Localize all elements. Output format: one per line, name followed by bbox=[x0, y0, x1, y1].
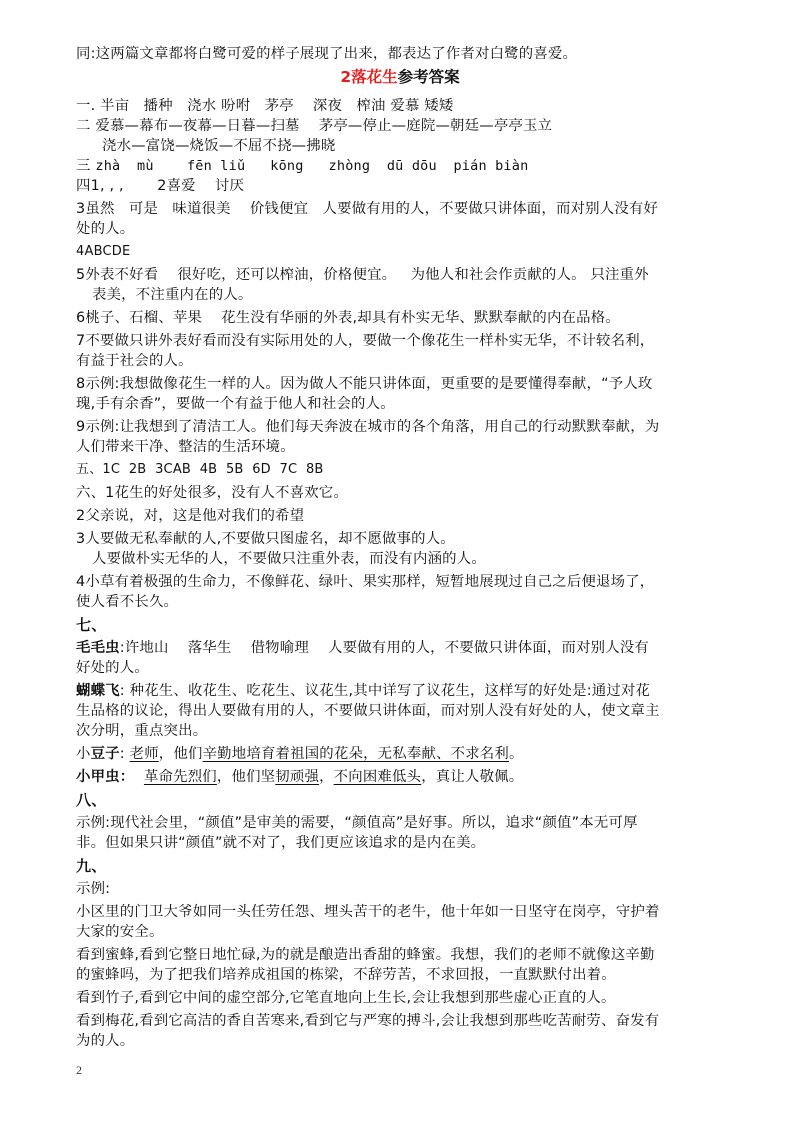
section-4-q1-q2: 四1, , , 2喜爱 讨厌 bbox=[76, 178, 245, 194]
xiaojiachong-line bbox=[76, 767, 724, 787]
xiaojiachong-underline-2: 韧顽强 bbox=[275, 769, 320, 785]
section-4-q7: 7不要做只讲外表好看而没有实际用处的人，要做一个像花生一样朴实无华，不计较名利， bbox=[76, 333, 655, 349]
section-4-q3-cont: 处的人。 bbox=[76, 221, 135, 237]
section-8-answer: 示例:现代社会里，“颜值”是审美的需要，“颜值高”是好事。所以，追求“颜值”本无可厚 bbox=[76, 815, 638, 831]
section-9-heading: 九、 bbox=[76, 857, 107, 875]
xiaojiachong-underline-3: 不向困难低头 bbox=[333, 769, 422, 785]
xiaodouzi-underline-2: 辛勤地培育着祖国的花朵，无私奉献、不求名利 bbox=[202, 746, 509, 762]
section-8-answer-cont: 非。但如果只讲“颜值”就不对了，我们更应该追求的是内在美。 bbox=[76, 835, 486, 851]
xiaodouzi-text-1: ，他们 bbox=[158, 746, 203, 762]
section-4-q3: 3虽然 可是 味道很美 价钱便宜 人要做有用的人，不要做只讲体面，而对别人没有好 bbox=[76, 201, 659, 217]
section-9-para-1: 小区里的门卫大爷如同一头任劳任怨、埋头苦干的老牛，他十年如一日坚守在岗亭，守护着 bbox=[76, 904, 660, 920]
xiaojiachong-underline-1: 革命先烈们 bbox=[143, 769, 217, 785]
section-3 bbox=[76, 156, 724, 176]
section-4-q6: 6桃子、石榴、苹果 花生没有华丽的外表,却具有朴实无华、默默奉献的内在品格。 bbox=[76, 310, 620, 326]
section-4-q4: 4ABCDE bbox=[76, 244, 131, 259]
section-2-line-2: 浇水—富饶—烧饭—不屈不挠—拂晓 bbox=[102, 138, 336, 154]
section-2-line-1: 二 爱慕—幕布—夜幕—日暮—扫墓 茅亭—停止—庭院—朝廷—亭亭玉立 bbox=[76, 118, 553, 134]
section-3-pinyin: zhà mù fēn liǔ kōng zhòng dū dōu pián biàn bbox=[95, 158, 529, 174]
xiaojiachong-label: 小甲虫： bbox=[76, 769, 135, 785]
hudiefei-answer: : 种花生、收花生、吃花生、议花生,其中详写了议花生，这样写的好处是:通过对花 bbox=[119, 683, 651, 699]
section-7 bbox=[76, 615, 724, 787]
section-4-q7-cont: 有益于社会的人。 bbox=[76, 353, 193, 369]
section-5 bbox=[76, 460, 724, 480]
intro-line: 同:这两篇文章都将白鹭可爱的样子展现了出来，都表达了作者对白鹭的喜爱。 bbox=[76, 46, 578, 62]
hudiefei-answer-cont-2: 次分明，重点突出。 bbox=[76, 723, 208, 739]
maomaochong-answer-cont: 好处的人。 bbox=[76, 660, 149, 676]
xiaojiachong-text-3: ，真让人敬佩。 bbox=[421, 769, 524, 785]
xiaodouzi-colon: : bbox=[119, 746, 130, 762]
xiaodouzi-text-2: 。 bbox=[508, 746, 524, 762]
section-4-q5: 5外表不好看 很好吃，还可以榨油，价格便宜。 为他人和社会作贡献的人。 只注重外 bbox=[76, 267, 649, 283]
hudiefei-answer-cont-1: 生品格的议论，得出人要做有用的人，不要做只讲体面，而对别人没有好处的人，使文章主 bbox=[76, 703, 660, 719]
maomaochong-answer: :许地山 落华生 借物喻理 人要做有用的人，不要做只讲体面，而对别人没有 bbox=[119, 640, 650, 656]
section-6-q3-cont: 人要做朴实无华的人，不要做只注重外表，而没有内涵的人。 bbox=[92, 551, 486, 567]
section-4-q5-cont: 表美，不注重内在的人。 bbox=[92, 287, 253, 303]
section-9-example-label: 示例: bbox=[76, 881, 111, 897]
section-9 bbox=[76, 856, 724, 1051]
section-5-answers: 五、1C 2B 3CAB 4B 5B 6D 7C 8B bbox=[76, 462, 324, 477]
answer-title bbox=[76, 66, 724, 88]
title-lesson-name: 落花生 bbox=[351, 68, 398, 86]
section-9-para-2: 看到蜜蜂,看到它整日地忙碌,为的就是酿造出香甜的蜂蜜。我想，我们的老师不就像这辛勤 bbox=[76, 947, 655, 963]
xiaodouzi-underline-1: 老师 bbox=[129, 746, 159, 762]
xiaodouzi-label-bold: 豆子 bbox=[90, 746, 120, 762]
xiaodouzi-line bbox=[76, 744, 724, 764]
section-8-heading: 八、 bbox=[76, 791, 107, 809]
xiaojiachong-text-2: ， bbox=[319, 769, 334, 785]
section-3-label: 三 bbox=[76, 158, 91, 174]
section-9-para-1-cont: 大家的安全。 bbox=[76, 924, 164, 940]
section-4-q9-cont: 人们带来干净、整洁的生活环境。 bbox=[76, 439, 295, 455]
section-4-q9: 9示例:让我想到了清洁工人。他们每天奔波在城市的各个角落，用自己的行动默默奉献，为 bbox=[76, 419, 660, 435]
section-2 bbox=[76, 116, 724, 156]
document-page bbox=[76, 44, 724, 1051]
section-7-heading: 七、 bbox=[76, 616, 107, 634]
title-suffix: 参考答案 bbox=[397, 68, 460, 86]
section-4 bbox=[76, 176, 724, 457]
xiaojiachong-text-1: ，他们坚 bbox=[216, 769, 276, 785]
section-6-q4-cont: 使人看不长久。 bbox=[76, 594, 179, 610]
section-4-q8: 8示例:我想做像花生一样的人。因为做人不能只讲体面，更重要的是要懂得奉献，“予人玫 bbox=[76, 376, 653, 392]
section-1 bbox=[76, 96, 724, 116]
page-number: 2 bbox=[76, 1063, 82, 1077]
section-6-q3: 3人要做无私奉献的人,不要做只图虚名，却不愿做事的人。 bbox=[76, 531, 455, 547]
section-6 bbox=[76, 483, 724, 612]
section-9-para-4: 看到梅花,看到它高洁的香自苦寒来,看到它与严寒的搏斗,会让我想到那些吃苦耐劳、奋发有 bbox=[76, 1013, 660, 1029]
section-6-q4: 4小草有着极强的生命力，不像鲜花、绿叶、果实那样，短暂地展现过自己之后便退场了， bbox=[76, 574, 655, 590]
section-6-q1: 六、1花生的好处很多，没有人不喜欢它。 bbox=[76, 485, 348, 501]
maomaochong-label: 毛毛虫 bbox=[76, 640, 120, 656]
xiaodouzi-label-plain: 小 bbox=[76, 746, 91, 762]
section-9-para-2-cont: 的蜜蜂吗，为了把我们培养成祖国的栋梁，不辞劳苦，不求回报，一直默默付出着。 bbox=[76, 967, 616, 983]
section-8 bbox=[76, 790, 724, 853]
hudiefei-label: 蝴蝶飞 bbox=[76, 683, 120, 699]
xiaojiachong-space bbox=[134, 769, 144, 785]
title-lesson-number: 2 bbox=[340, 68, 352, 86]
section-9-para-3: 看到竹子,看到它中间的虚空部分,它笔直地向上生长,会让我想到那些虚心正直的人。 bbox=[76, 990, 616, 1006]
section-4-q8-cont: 瑰,手有余香”，要做一个有益于他人和社会的人。 bbox=[76, 396, 395, 412]
section-6-q2: 2父亲说，对，这是他对我们的希望 bbox=[76, 508, 305, 524]
section-1-answers: 一. 半亩 播种 浇水 吩咐 茅亭 深夜 榨油 爱慕 矮矮 bbox=[76, 98, 454, 114]
section-9-para-4-cont: 为的人。 bbox=[76, 1033, 135, 1049]
